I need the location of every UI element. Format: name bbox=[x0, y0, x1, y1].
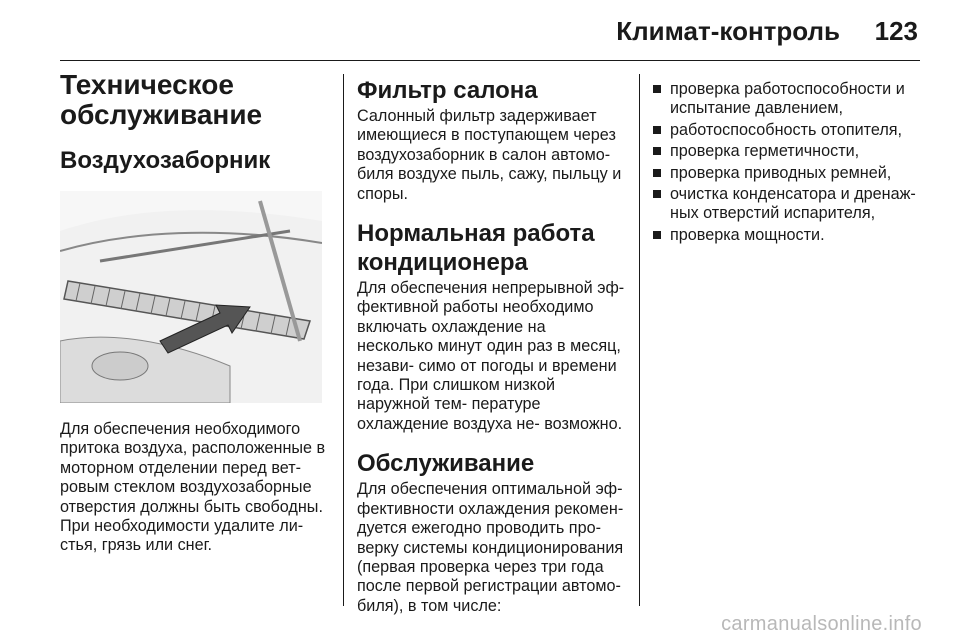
chapter-title: Климат-контроль bbox=[616, 16, 840, 46]
air-intake-text: Для обеспечения необходимого притока воздуха, расположенные в моторном отделении перед вет- ровым стеклом воздухозаборные отверстия должны быть свободны. При необходимости удалите ли- стья, грязь или снег. bbox=[60, 420, 326, 555]
service-checklist bbox=[652, 80, 927, 245]
column-left bbox=[60, 66, 330, 556]
column-divider bbox=[639, 74, 640, 606]
header-rule bbox=[60, 60, 920, 61]
normal-ac-operation-text: Для обеспечения непрерывной эф- фективной работы необходимо включать охлаждение на несколько минут один раз в месяц, незави- симо от погоды и времени года. При слишком низкой наружной тем- пературе охлаждение воздуха не- возможно. bbox=[357, 279, 625, 433]
page-number: 123 bbox=[874, 16, 918, 46]
section-heading-maintenance: Техническое обслуживание bbox=[60, 69, 263, 130]
watermark: carmanualsonline.info bbox=[721, 613, 922, 635]
list-item: проверка мощности. bbox=[652, 226, 927, 245]
list-item: проверка герметичности, bbox=[652, 142, 927, 161]
column-middle bbox=[357, 66, 625, 616]
list-item: проверка работоспособности и испытание давлением, bbox=[652, 80, 927, 119]
list-item: работоспособность отопителя, bbox=[652, 121, 927, 140]
column-right bbox=[652, 66, 927, 247]
heading-service: Обслуживание bbox=[357, 450, 535, 478]
heading-normal-ac-operation: Нормальная работа кондиционера bbox=[357, 220, 595, 277]
column-divider bbox=[343, 74, 344, 606]
service-text: Для обеспечения оптимальной эф- фективности охлаждения рекомен- дуется ежегодно проводить про- верку системы кондиционирования (первая проверка через три года после первой регистрации автомо- биля), в том числе: bbox=[357, 480, 624, 615]
air-intake-illustration bbox=[60, 191, 322, 403]
subheading-air-intake: Воздухозаборник bbox=[60, 147, 271, 174]
list-item: очистка конденсатора и дренаж- ных отверстий испарителя, bbox=[652, 185, 927, 224]
heading-cabin-filter: Фильтр салона bbox=[357, 77, 538, 104]
cabin-filter-text: Салонный фильтр задерживает имеющиеся в поступающем через воздухозаборник в салон автомо- биля воздухе пыль, сажу, пыльцу и споры. bbox=[357, 107, 622, 203]
list-item: проверка приводных ремней, bbox=[652, 164, 927, 183]
